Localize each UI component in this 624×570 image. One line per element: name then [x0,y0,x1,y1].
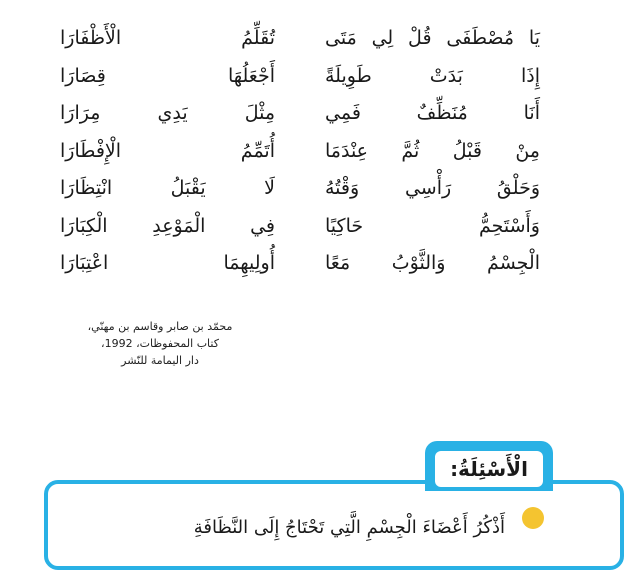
poem-verse [60,170,540,208]
poem-hemistich-second: أَجْعَلُهَا قِصَارَا [60,64,275,87]
poem-hemistich-first: وَحَلْقُ رَأْسِي وَقْتُهُ [325,177,540,200]
source-citation [60,318,260,369]
poem-hemistich-first: إِذَا بَدَتْ طَوِيلَةً [325,64,540,87]
question-first-line [110,517,505,527]
question-bullet-icon [522,507,544,529]
poem-hemistich-second: فِي الْمَوْعِدِ الْكِبَارَا [60,214,275,237]
poem [60,20,540,283]
poem-hemistich-first: أَنَا مُنَظِّفٌ فَمِي [325,102,540,125]
poem-verse [60,58,540,96]
questions-title: الْأَسْئِلَةُ: [435,451,543,487]
poem-hemistich-second: أُتَمِّمُ الْإِفْطَارَا [60,139,275,162]
citation-publisher: دار اليمامة للنّشر [121,354,199,367]
poem-verse [60,245,540,283]
poem-verse [60,208,540,246]
citation-authors: محمّد بن صابر وقاسم بن مهنّي، [87,320,233,333]
poem-hemistich-second: تُقَلِّمُ الْأَظْفَارَا [60,27,275,50]
poem-hemistich-first: الْجِسْمُ وَالثَّوْبُ مَعًا [325,252,540,275]
poem-hemistich-second: أُولِيهِمَا اعْتِبَارَا [60,252,275,275]
poem-hemistich-second: مِثْلَ يَدِي مِرَارَا [60,102,275,125]
poem-hemistich-second: لَا يَقْبَلُ انْتِظَارَا [60,177,275,200]
poem-verse [60,133,540,171]
poem-hemistich-first: يَا مُصْطَفَى قُلْ لِي مَتَى [325,27,540,50]
citation-book: كتاب المحفوظات، 1992، [101,337,219,350]
poem-hemistich-first: مِنْ قَبْلُ ثُمَّ عِنْدَمَا [325,139,540,162]
poem-hemistich-first: وَأَسْتَحِمُّ حَاكِيًا [325,214,540,237]
questions-heading-tab [425,441,553,491]
poem-verse [60,95,540,133]
poem-verse [60,20,540,58]
